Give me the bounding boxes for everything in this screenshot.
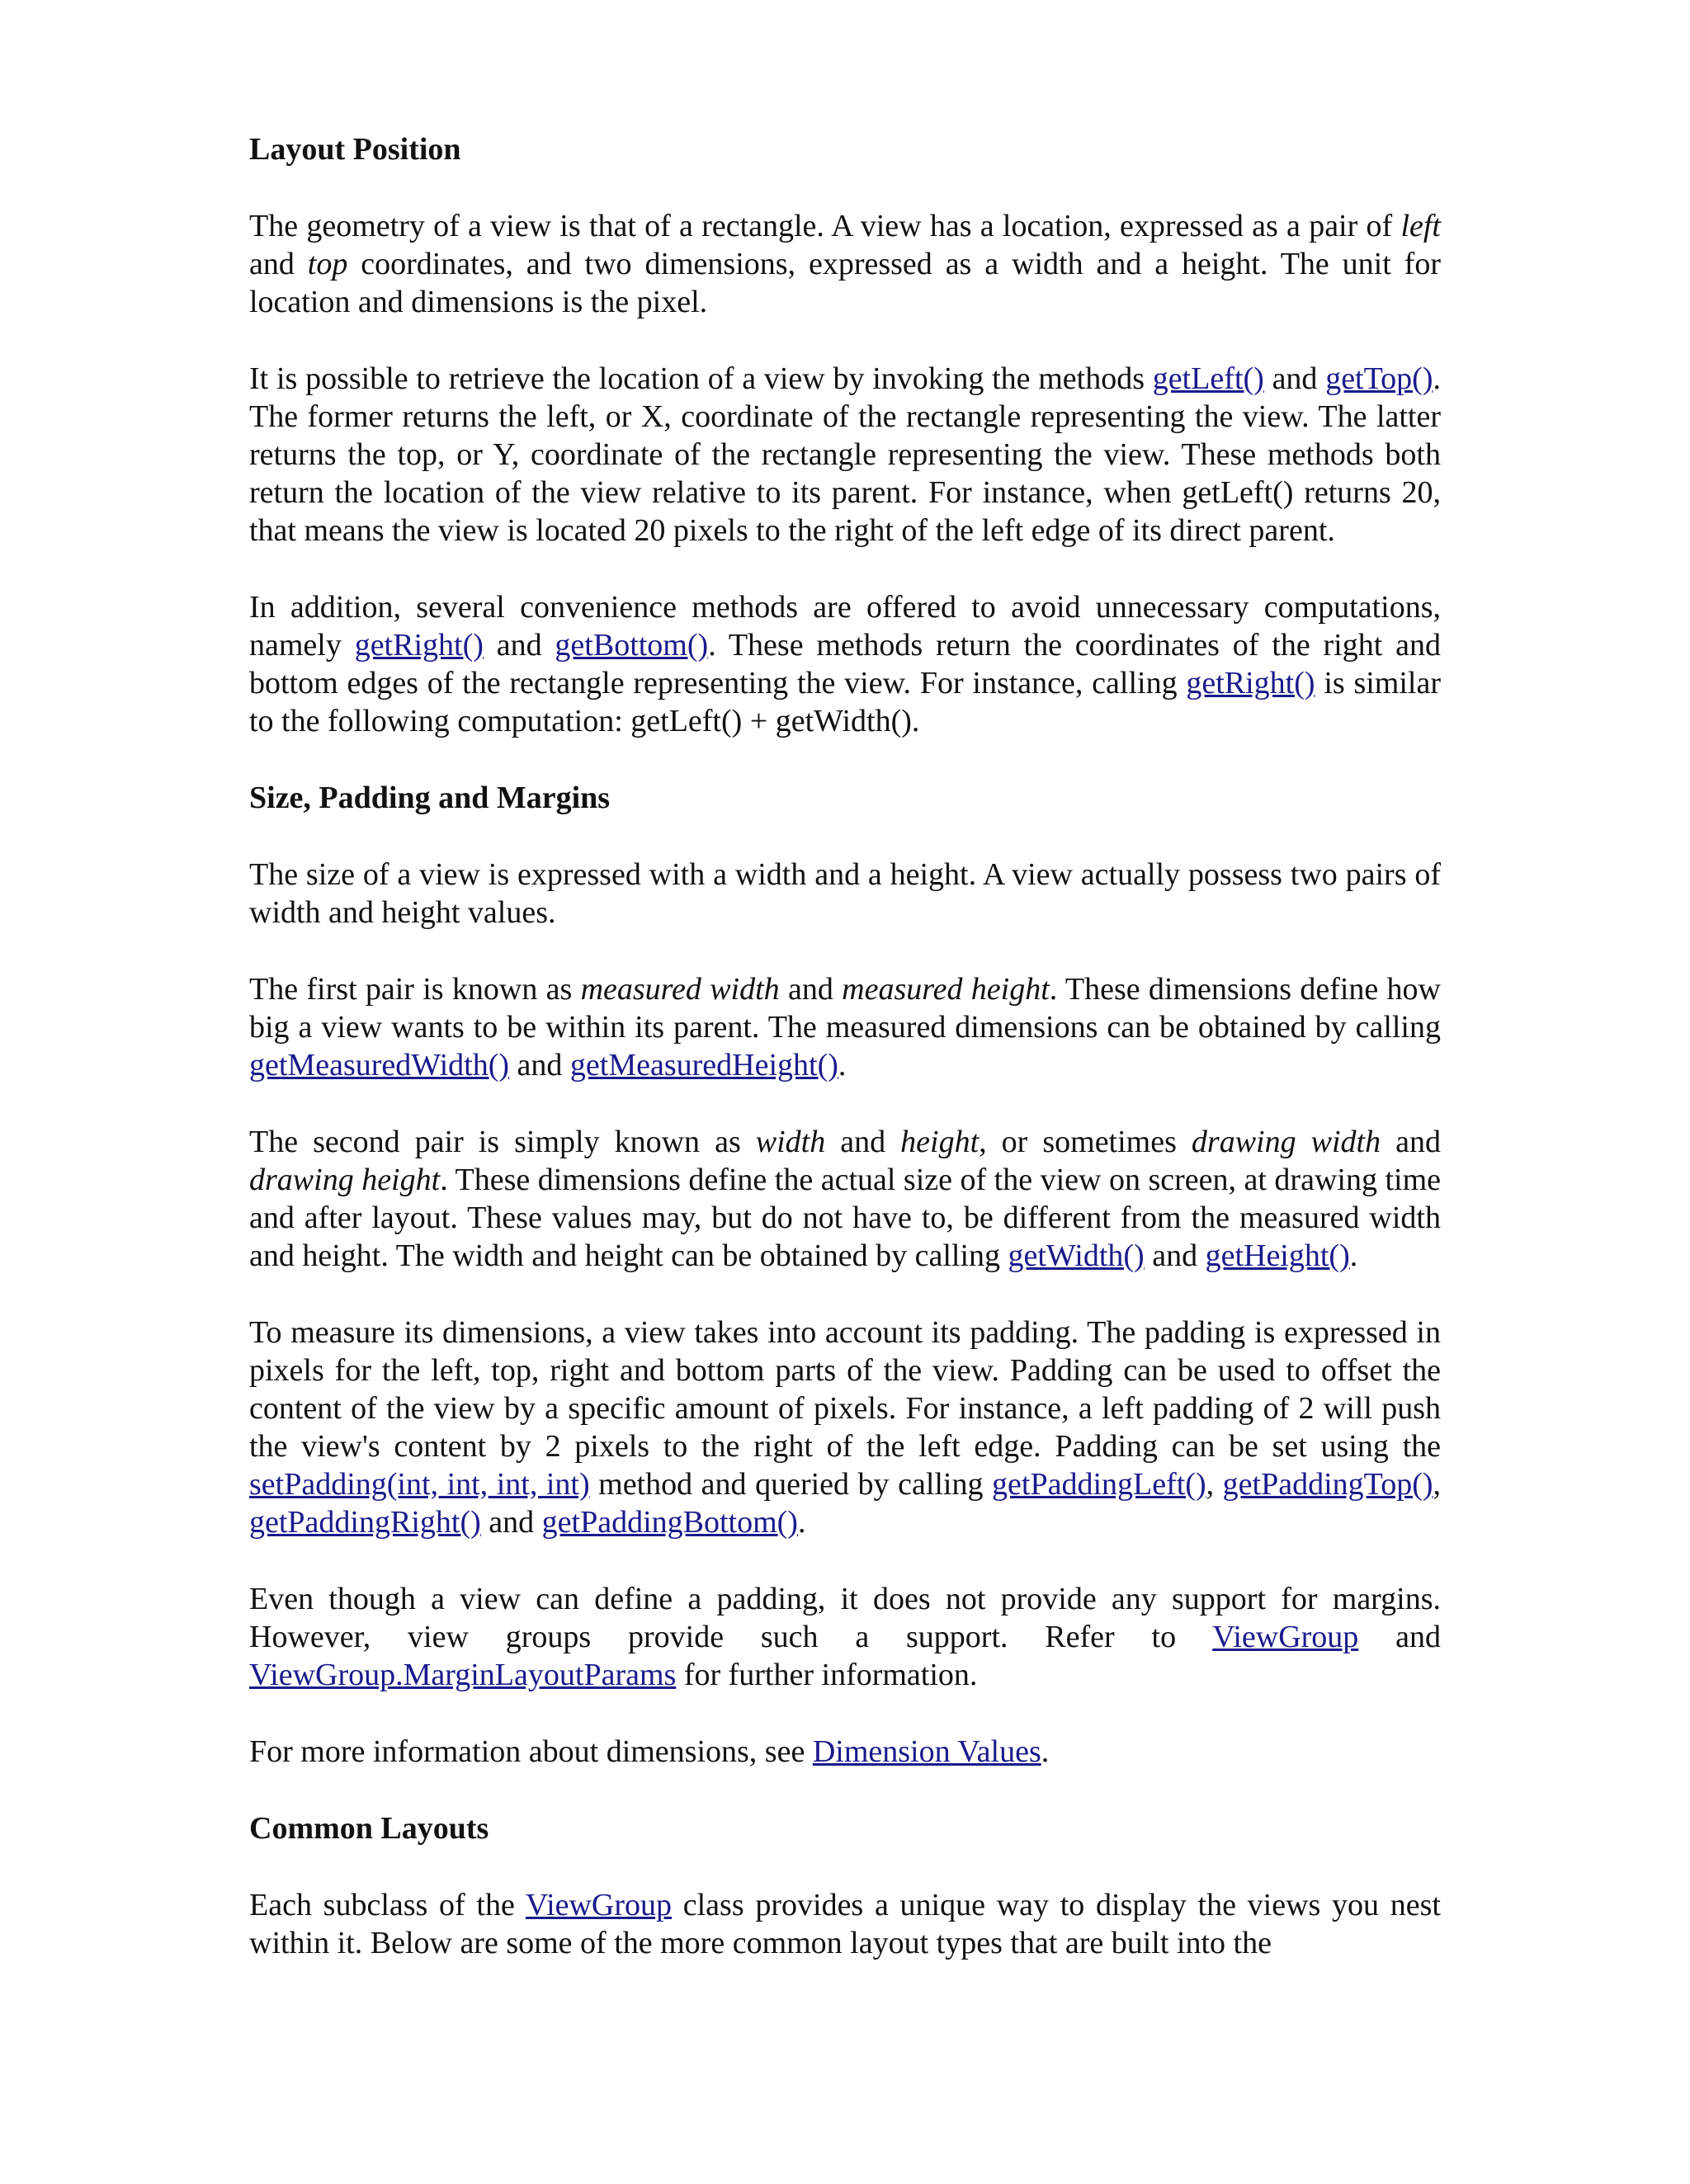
- link-getleft[interactable]: getLeft(): [1152, 361, 1264, 396]
- link-gettop[interactable]: getTop(): [1325, 361, 1433, 396]
- link-getpaddingright[interactable]: getPaddingRight(): [249, 1505, 481, 1540]
- term-measured-height: measured height: [842, 972, 1050, 1007]
- link-getwidth[interactable]: getWidth(): [1008, 1238, 1145, 1273]
- term-left: left: [1400, 209, 1441, 243]
- term-drawing-width: drawing width: [1191, 1125, 1381, 1159]
- term-measured-width: measured width: [580, 972, 780, 1007]
- paragraph-dimension-values: For more information about dimensions, see Dimension Values.: [249, 1734, 1050, 1769]
- term-drawing-height: drawing height: [249, 1163, 441, 1197]
- paragraph-measured-dimensions: The first pair is known as measured width and measured height. These dimensions define how big a view wants to be within its parent. The measured dimensions can be obtained by calling getMeasuredWidth() and getMeasuredHeight().: [249, 972, 1442, 1083]
- link-getbottom[interactable]: getBottom(): [555, 628, 709, 663]
- link-setpadding[interactable]: setPadding(int, int, int, int): [249, 1467, 590, 1502]
- paragraph-size-intro: The size of a view is expressed with a width and a height. A view actually possess two pairs of width and height values.: [249, 857, 1441, 930]
- paragraph-retrieve-location: It is possible to retrieve the location of a view by invoking the methods getLeft() and getTop(). The former returns the left, or X, coordinate of the rectangle representing the view. The latter returns the top, or Y, coordinate of the rectangle representing the view. These methods both return the location of the view relative to its parent. For instance, when getLeft() returns 20, that means the view is located 20 pixels to the right of the left edge of its direct parent.: [249, 361, 1441, 548]
- heading-size-padding-margins: Size, Padding and Margins: [249, 781, 611, 815]
- term-top: top: [307, 247, 348, 281]
- paragraph-geometry: The geometry of a view is that of a rectangle. A view has a location, expressed as a pair of left and top coordinates, and two dimensions, expressed as a width and a height. The unit for location and dimensions is the pixel.: [249, 209, 1441, 319]
- link-getright[interactable]: getRight(): [354, 628, 484, 663]
- term-width: width: [755, 1125, 826, 1159]
- paragraph-convenience-methods: In addition, several convenience methods are offered to avoid unnecessary computations, namely getRight() and getBottom(). These methods return the coordinates of the right and bottom edges of the rectangle representing the view. For instance, calling getRight() is similar to the following computation: getLeft() + getWidth().: [249, 590, 1441, 738]
- link-getpaddingbottom[interactable]: getPaddingBottom(): [541, 1505, 798, 1540]
- link-getpaddingtop[interactable]: getPaddingTop(): [1222, 1467, 1433, 1502]
- paragraph-common-layouts-intro: Each subclass of the ViewGroup class provides a unique way to display the views you nest within it. Below are some of the more common layout types that are built into the: [249, 1888, 1441, 1960]
- document-page: [249, 130, 1441, 1962]
- link-viewgroup-2[interactable]: ViewGroup: [525, 1888, 673, 1922]
- heading-layout-position: Layout Position: [249, 132, 461, 167]
- paragraph-drawing-dimensions: The second pair is simply known as width and height, or sometimes drawing width and drawing height. These dimensions define the actual size of the view on screen, at drawing time and after layout. These values may, but do not have to, be different from the measured width and height. The width and height can be obtained by calling getWidth() and getHeight().: [249, 1125, 1442, 1273]
- heading-common-layouts: Common Layouts: [249, 1811, 489, 1846]
- link-getheight[interactable]: getHeight(): [1205, 1238, 1350, 1273]
- link-dimension-values[interactable]: Dimension Values: [812, 1734, 1041, 1769]
- term-height: height: [900, 1125, 980, 1159]
- paragraph-padding: To measure its dimensions, a view takes into account its padding. The padding is expressed in pixels for the left, top, right and bottom parts of the view. Padding can be used to offset the content of the view by a specific amount of pixels. For instance, a left padding of 2 will push the view's content by 2 pixels to the right of the left edge. Padding can be set using the setPadding(int, int, int, int) method and queried by calling getPaddingLeft(), getPaddingTop(), getPaddingRight() and getPaddingBottom().: [249, 1315, 1442, 1540]
- link-viewgroup-marginlayoutparams[interactable]: ViewGroup.MarginLayoutParams: [249, 1658, 677, 1692]
- link-getright-2[interactable]: getRight(): [1186, 666, 1315, 700]
- paragraph-margins: Even though a view can define a padding, it does not provide any support for margins. However, view groups provide such a support. Refer to ViewGroup and ViewGroup.MarginLayoutParams for further information.: [249, 1582, 1441, 1692]
- link-getpaddingleft[interactable]: getPaddingLeft(): [992, 1467, 1206, 1502]
- link-viewgroup[interactable]: ViewGroup: [1212, 1620, 1359, 1654]
- link-getmeasuredheight[interactable]: getMeasuredHeight(): [569, 1048, 838, 1083]
- link-getmeasuredwidth[interactable]: getMeasuredWidth(): [249, 1048, 510, 1083]
